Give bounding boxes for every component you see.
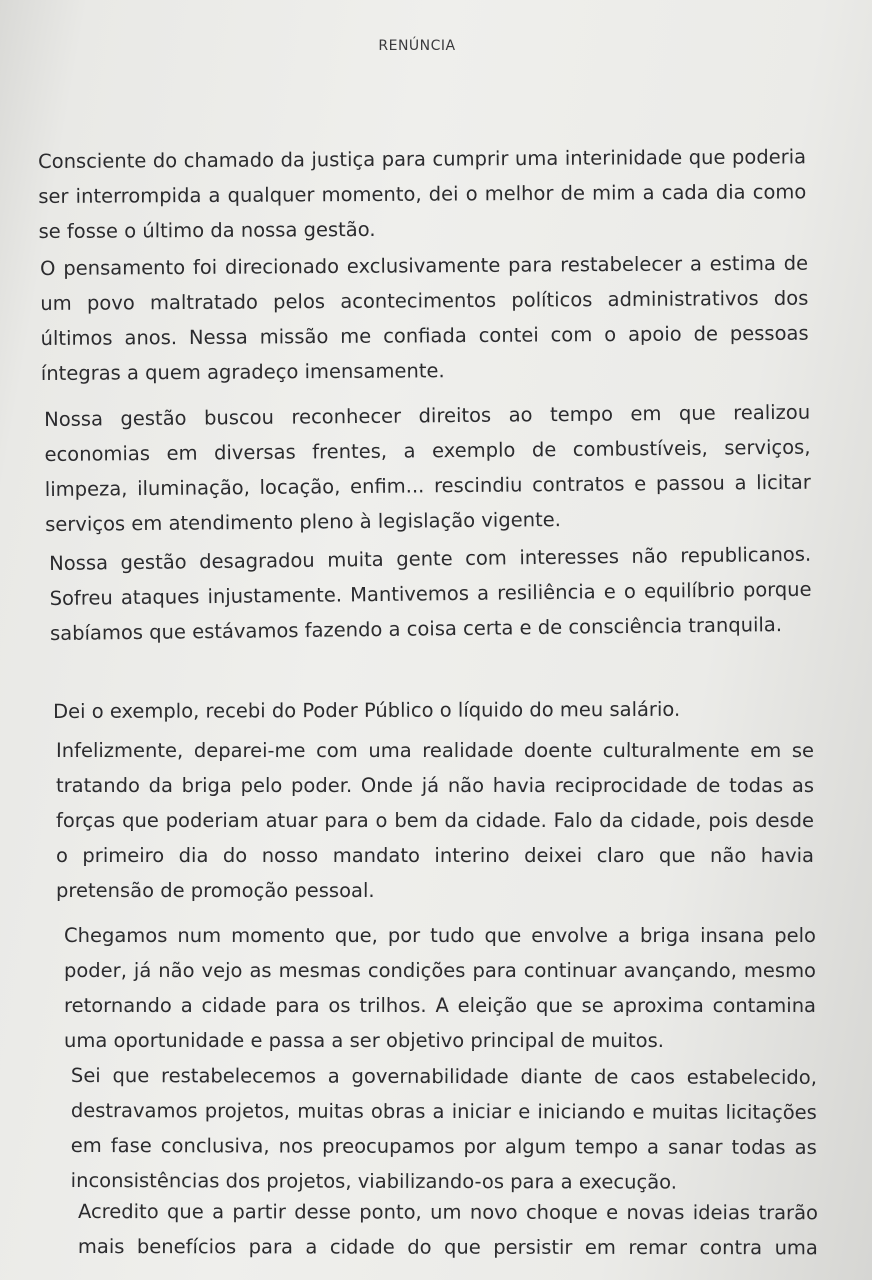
paragraph-8: Sei que restabelecemos a governabilidade diante de caos estabelecido, destravamos projetos, muitas obras a iniciar e iniciando e muitas licitações em fase conclusiva, nos preocupamos por algum tempo a sanar todas as inconsistências dos projetos, viabilizando-os para a execução.: [70, 1063, 817, 1194]
document-title: RENÚNCIA: [378, 38, 456, 54]
paragraph-7: Chegamos num momento que, por tudo que envolve a briga insana pelo poder, já não vejo as mesmas condições para continuar avançando, mesmo retornando a cidade para os trilhos. A eleição que se aproxima contamina uma oportunidade e passa a ser objetivo principal de muitos.: [64, 923, 816, 1052]
paragraph-3: Nossa gestão buscou reconhecer direitos ao tempo em que realizou economias em diversas frentes, a exemplo de combustíveis, serviços, limpeza, iluminação, locação, enfim... rescindiu contratos e passou a licitar serviços em atendimento pleno à legislação vigente.: [44, 400, 811, 536]
paragraph-5: Dei o exemplo, recebi do Poder Público o líquido do meu salário.: [53, 697, 681, 723]
paragraph-4: Nossa gestão desagradou muita gente com interesses não republicanos. Sofreu ataques injustamente. Mantivemos a resiliência e o equilíbrio porque sabíamos que estávamos fazendo a coisa certa e de consciência tranquila.: [49, 542, 812, 645]
paragraph-1: Consciente do chamado da justiça para cumprir uma interinidade que poderia ser interrompida a qualquer momento, dei o melhor de mim a cada dia como se fosse o último da nossa gestão.: [38, 144, 807, 243]
paragraph-2: O pensamento foi direcionado exclusivamente para restabelecer a estima de um povo maltratado pelos acontecimentos políticos administrativos dos últimos anos. Nessa missão me confiada contei com o apoio de pessoas íntegras a quem agradeço imensamente.: [40, 251, 809, 385]
paragraph-6: Infelizmente, deparei-me com uma realidade doente culturalmente em se tratando da briga pelo poder. Onde já não havia reciprocidade de todas as forças que poderiam atuar para o bem da cidade. Falo da cidade, pois desde o primeiro dia do nosso mandato interino deixei claro que não havia pretensão de promoção pessoal.: [56, 738, 814, 902]
paragraph-9: Acredito que a partir desse ponto, um novo choque e novas ideias trarão mais benefícios para a cidade do que persistir em remar contra uma: [77, 1199, 818, 1259]
